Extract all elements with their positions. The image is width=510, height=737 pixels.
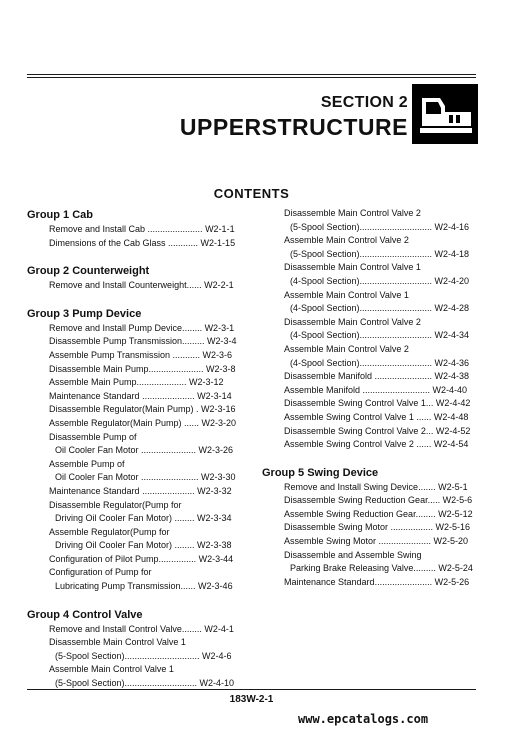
toc-entry[interactable] xyxy=(284,411,477,425)
toc-entry[interactable] xyxy=(49,431,242,458)
section-title: UPPERSTRUCTURE xyxy=(179,114,408,140)
toc-entry[interactable] xyxy=(284,481,477,495)
toc-entry-line: Assemble Regulator(Main Pump) ...... W2-3-20 xyxy=(49,417,237,428)
toc-entry-line: Assemble Regulator(Pump for xyxy=(49,526,170,537)
toc-entry-line: Assemble Main Pump.................... W2-3-12 xyxy=(49,377,224,388)
toc-entry-line: Disassemble Main Pump...................... W2-3-8 xyxy=(49,363,236,374)
toc-entry[interactable] xyxy=(284,384,477,398)
toc-entry-line: Remove and Install Control Valve........ W2-4-1 xyxy=(49,623,234,634)
toc-entry[interactable] xyxy=(49,403,242,417)
toc-entry[interactable] xyxy=(49,237,242,251)
toc-group-title: Group 5 Swing Device xyxy=(262,466,379,479)
toc-entry[interactable] xyxy=(284,438,477,452)
toc-group xyxy=(27,263,242,293)
toc-entry-line: (4-Spool Section)............................. W2-4-36 xyxy=(290,357,470,368)
toc-entry-line: Configuration of Pump for xyxy=(49,567,152,578)
toc-entry-line: Disassemble Pump Transmission......... W2-3-4 xyxy=(49,336,237,347)
toc-entry-line: Driving Oil Cooler Fan Motor) ........ W2-3-34 xyxy=(55,513,232,524)
toc-entry-line: Oil Cooler Fan Motor ...................... W2-3-26 xyxy=(55,445,234,456)
toc-group xyxy=(262,207,477,452)
toc-entry[interactable] xyxy=(284,343,477,370)
toc-entry-line: Disassemble Regulator(Main Pump) . W2-3-16 xyxy=(49,404,236,415)
toc-entry-line: Disassemble Swing Motor ................. W2-5-16 xyxy=(284,522,471,533)
excavator-emblem-icon xyxy=(412,84,478,144)
toc-entry[interactable] xyxy=(49,417,242,431)
toc-group-title: Group 4 Control Valve xyxy=(27,608,143,621)
toc-entry[interactable] xyxy=(49,663,242,690)
toc-group-title: Group 1 Cab xyxy=(27,209,94,221)
toc-entry-line: (4-Spool Section)............................. W2-4-34 xyxy=(290,330,470,341)
toc-entry-line: (4-Spool Section)............................. W2-4-20 xyxy=(290,275,470,286)
toc-entry[interactable] xyxy=(49,499,242,526)
toc-entry[interactable] xyxy=(49,279,242,293)
toc-entry-line: Assemble Main Control Valve 1 xyxy=(284,289,409,300)
toc-entry-line: Disassemble and Assemble Swing xyxy=(284,549,422,560)
top-rule xyxy=(27,74,476,75)
toc-entry[interactable] xyxy=(284,261,477,288)
toc-entry[interactable] xyxy=(49,322,242,336)
toc-entry-line: Disassemble Manifold ....................... W2-4-38 xyxy=(284,371,470,382)
toc-entry-line: Lubricating Pump Transmission...... W2-3-46 xyxy=(55,581,233,592)
bottom-rule xyxy=(27,689,476,690)
toc-entry-line: Parking Brake Releasing Valve......... W2-5-24 xyxy=(290,563,473,574)
toc-entry-line: Disassemble Swing Control Valve 1... W2-4-42 xyxy=(284,398,471,409)
toc-entry-line: (4-Spool Section)............................. W2-4-28 xyxy=(290,303,470,314)
toc-entry-line: Assemble Swing Control Valve 1 ...... W2-4-48 xyxy=(284,411,469,422)
toc-entry-line: (5-Spool Section)............................. W2-4-10 xyxy=(55,678,235,689)
toc-entry-line: Disassemble Main Control Valve 1 xyxy=(49,637,186,648)
toc-entry[interactable] xyxy=(49,485,242,499)
toc-entry-line: Assemble Swing Motor ..................... W2-5-20 xyxy=(284,536,469,547)
toc-entry[interactable] xyxy=(284,370,477,384)
toc-entry-line: Assemble Swing Control Valve 2 ...... W2-4-54 xyxy=(284,439,469,450)
toc-entry[interactable] xyxy=(284,549,477,576)
toc-entry[interactable] xyxy=(49,349,242,363)
toc-group xyxy=(27,207,242,250)
toc-entry-line: Assemble Swing Reduction Gear........ W2-5-12 xyxy=(284,508,473,519)
toc-column-left xyxy=(27,207,242,704)
toc-entry[interactable] xyxy=(284,521,477,535)
toc-entry-line: Maintenance Standard ..................... W2-3-32 xyxy=(49,485,232,496)
toc-entry-line: Remove and Install Pump Device........ W2-3-1 xyxy=(49,322,235,333)
toc-entry-line: Remove and Install Cab ...................... W2-1-1 xyxy=(49,224,235,234)
toc-group xyxy=(262,465,477,590)
watermark-url: www.epcatalogs.com xyxy=(298,712,429,726)
toc-entry-line: Dimensions of the Cab Glass ............ W2-1-15 xyxy=(49,237,236,248)
toc-entry[interactable] xyxy=(284,289,477,316)
toc-entry-line: Disassemble Regulator(Pump for xyxy=(49,499,182,510)
toc-group-title: Group 2 Counterweight xyxy=(27,265,150,278)
toc-entry-line: Driving Oil Cooler Fan Motor) ........ W2-3-38 xyxy=(55,540,232,551)
section-label: SECTION 2 xyxy=(320,94,408,111)
toc-entry-line: Disassemble Swing Control Valve 2... W2-4-52 xyxy=(284,425,471,436)
toc-entry-line: (5-Spool Section)............................. W2-4-18 xyxy=(290,248,470,259)
toc-entry-line: Assemble Main Control Valve 1 xyxy=(49,664,174,675)
toc-group xyxy=(27,306,242,594)
toc-entry-line: Maintenance Standard....................... W2-5-26 xyxy=(284,576,470,587)
toc-entry[interactable] xyxy=(49,636,242,663)
page-number: 183W-2-1 xyxy=(229,694,274,705)
toc-entry-line: Disassemble Main Control Valve 2 xyxy=(284,208,421,218)
toc-entry-line: Remove and Install Swing Device....... W2-5-1 xyxy=(284,481,468,492)
toc-entry-line: Assemble Pump Transmission ........... W2-3-6 xyxy=(49,349,233,360)
toc-entry[interactable] xyxy=(49,458,242,485)
toc-entry[interactable] xyxy=(284,316,477,343)
toc-entry[interactable] xyxy=(284,576,477,590)
toc-entry[interactable] xyxy=(284,207,477,234)
toc-entry[interactable] xyxy=(284,425,477,439)
toc-entry-line: Configuration of Pilot Pump............... W2-3-44 xyxy=(49,553,234,564)
toc-column-right xyxy=(262,207,477,602)
toc-entry[interactable] xyxy=(49,566,242,593)
toc-entry-line: Disassemble Main Control Valve 2 xyxy=(284,316,421,327)
toc-entry[interactable] xyxy=(49,376,242,390)
toc-group-title: Group 3 Pump Device xyxy=(27,307,142,320)
toc-entry-line: Disassemble Swing Reduction Gear..... W2-5-6 xyxy=(284,495,473,506)
contents-title: CONTENTS xyxy=(213,186,290,201)
toc-entry[interactable] xyxy=(49,223,242,237)
toc-entry[interactable] xyxy=(284,508,477,522)
toc-entry[interactable] xyxy=(284,494,477,508)
toc-entry-line: Remove and Install Counterweight...... W2-2-1 xyxy=(49,280,234,291)
toc-entry-line: Assemble Main Control Valve 2 xyxy=(284,235,409,246)
toc-entry-line: (5-Spool Section).............................. W2-4-6 xyxy=(55,650,232,661)
toc-entry-line: Oil Cooler Fan Motor ....................... W2-3-30 xyxy=(55,472,236,483)
top-rule-secondary xyxy=(27,77,476,78)
toc-entry[interactable] xyxy=(49,623,242,637)
toc-entry[interactable] xyxy=(284,535,477,549)
toc-group xyxy=(27,607,242,691)
toc-entry[interactable] xyxy=(284,234,477,261)
toc-entry-line: Maintenance Standard ..................... W2-3-14 xyxy=(49,390,232,401)
toc-entry[interactable] xyxy=(49,526,242,553)
toc-entry-line: (5-Spool Section)............................. W2-4-16 xyxy=(290,221,470,232)
toc-entry-line: Assemble Main Control Valve 2 xyxy=(284,343,409,354)
toc-entry-line: Assemble Pump of xyxy=(49,458,125,469)
toc-entry[interactable] xyxy=(49,390,242,404)
toc-entry-line: Disassemble Main Control Valve 1 xyxy=(284,262,421,273)
toc-entry[interactable] xyxy=(284,397,477,411)
toc-entry[interactable] xyxy=(49,335,242,349)
toc-entry-line: Disassemble Pump of xyxy=(49,431,137,442)
toc-entry[interactable] xyxy=(49,363,242,377)
toc-entry[interactable] xyxy=(49,553,242,567)
toc-entry-line: Assemble Manifold ........................... W2-4-40 xyxy=(284,384,468,395)
